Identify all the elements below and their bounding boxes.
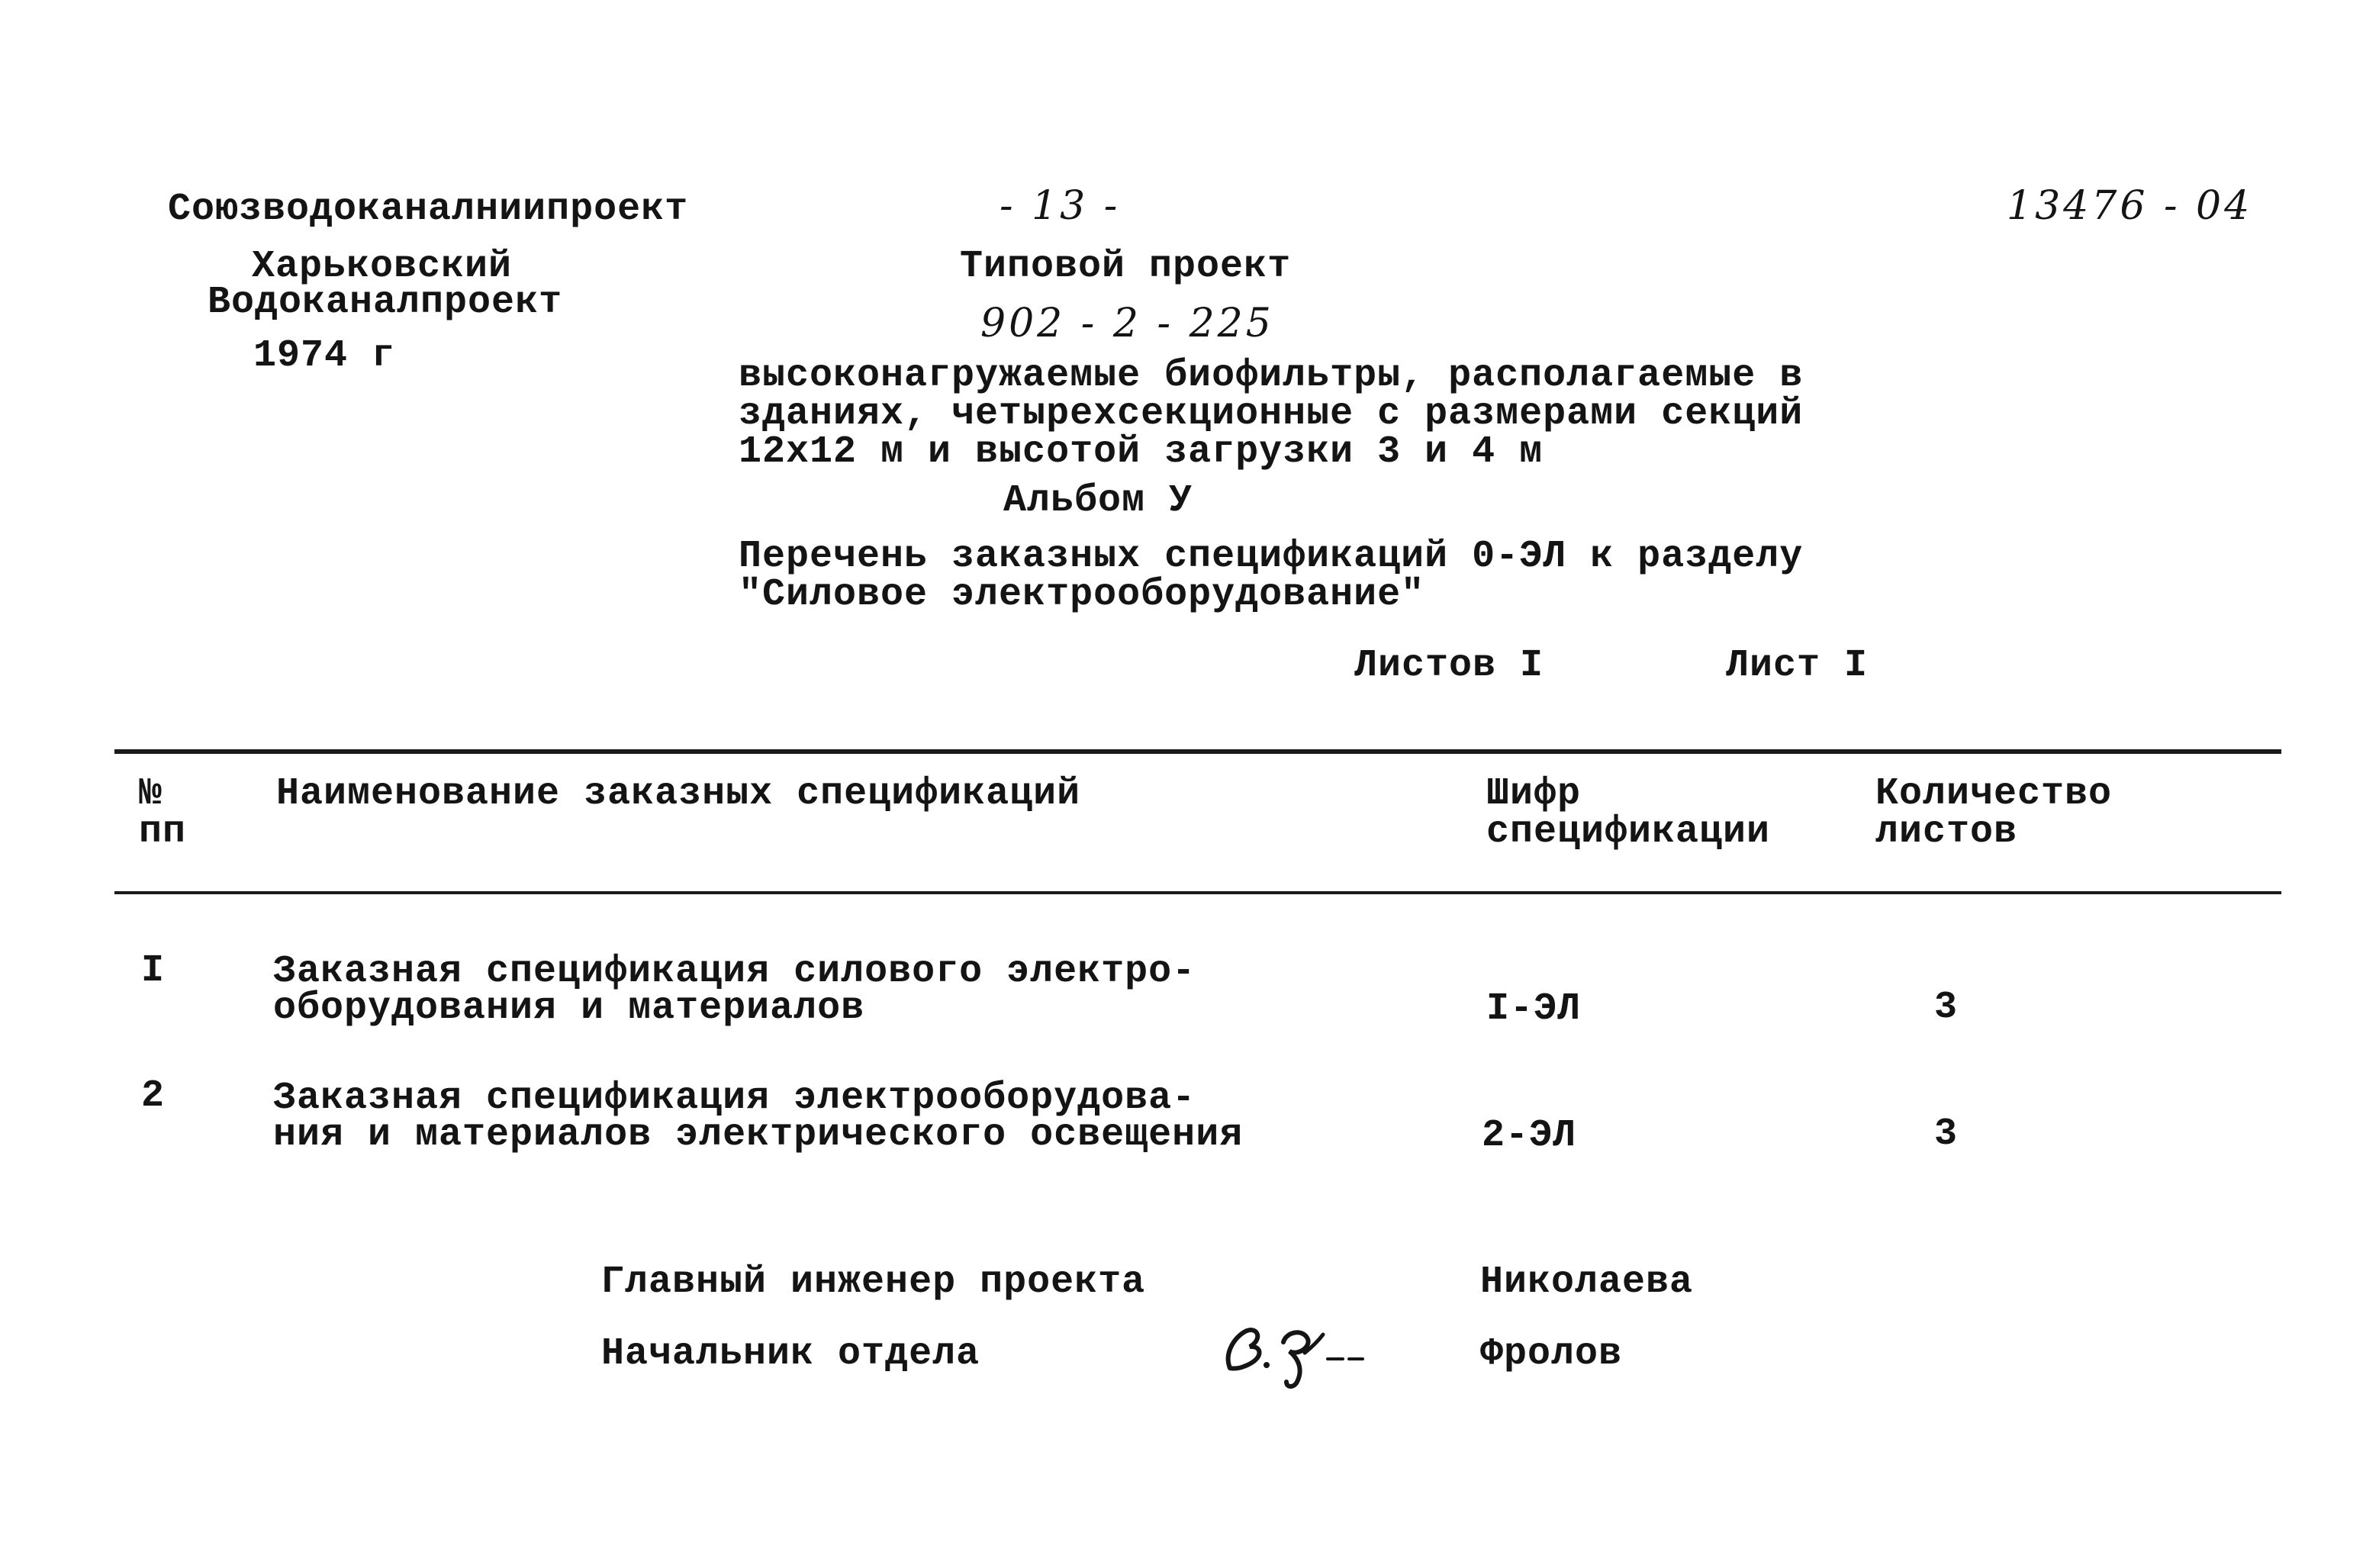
archive-number: 13476 - 04: [2007, 183, 2253, 229]
table-top-rule: [114, 749, 2281, 754]
document-type: Типовой проект: [960, 245, 1292, 288]
branch-name-line2: Водоканалпроект: [208, 281, 563, 324]
project-title-line: 12x12 м и высотой загрузки 3 и 4 м: [739, 430, 1544, 474]
signature-role-chief-engineer: Главный инженер проекта: [601, 1261, 1146, 1304]
row-2-name-line1: Заказная спецификация электрооборудова-: [273, 1077, 1196, 1120]
subject: [739, 535, 1804, 617]
row-2-num: 2: [141, 1074, 166, 1118]
header-num-line2: пп: [139, 810, 187, 854]
branch-name-line1: Харьковский: [252, 245, 513, 288]
table-header-rule: [114, 891, 2281, 894]
page-number: - 13 -: [1000, 183, 1121, 229]
signature-name-department-head: Фролов: [1480, 1332, 1623, 1376]
header-name: Наименование заказных спецификаций: [276, 772, 1081, 816]
row-1-name: [273, 950, 1196, 1030]
row-2-name: [273, 1077, 1244, 1157]
row-2-name-line2: ния и материалов электрического освещения: [273, 1113, 1244, 1157]
organization-name: Союзводоканалниипроект: [168, 188, 689, 231]
row-1-count: 3: [1934, 986, 1959, 1029]
sheet-current: Лист I: [1726, 644, 1869, 687]
project-title-line: зданиях, четырехсекционные с размерами секций: [739, 392, 1804, 436]
header-count-line1: Количество: [1875, 772, 2113, 816]
signature-name-chief-engineer: Николаева: [1480, 1261, 1694, 1304]
row-1-name-line2: оборудования и материалов: [273, 987, 865, 1030]
album-title: Альбом У: [1003, 479, 1193, 523]
row-2-count: 3: [1934, 1112, 1959, 1156]
project-title: [739, 354, 1804, 474]
header-code-line2: спецификации: [1486, 810, 1771, 854]
header-count-line2: листов: [1875, 810, 2018, 854]
handwritten-signature: [1213, 1309, 1373, 1393]
row-1-num: I: [141, 949, 166, 993]
project-code: 902 - 2 - 225: [980, 301, 1274, 346]
subject-line: "Силовое электрооборудование": [739, 573, 1425, 617]
year: 1974 г: [253, 334, 396, 378]
header-num-line1: №: [139, 772, 163, 816]
project-title-line: высоконагружаемые биофильтры, располагаемые в: [739, 354, 1804, 398]
subject-line: Перечень заказных спецификаций 0-ЭЛ к разделу: [739, 535, 1804, 578]
row-1-name-line1: Заказная спецификация силового электро-: [273, 950, 1196, 993]
sheets-total: Листов I: [1354, 644, 1544, 687]
header-num: [139, 772, 187, 854]
row-1-code: I-ЭЛ: [1486, 987, 1582, 1031]
header-count: [1875, 772, 2113, 854]
header-code: [1486, 772, 1771, 854]
header-code-line1: Шифр: [1486, 772, 1582, 816]
row-2-code: 2-ЭЛ: [1482, 1114, 1577, 1157]
signature-role-department-head: Начальник отдела: [601, 1332, 980, 1376]
